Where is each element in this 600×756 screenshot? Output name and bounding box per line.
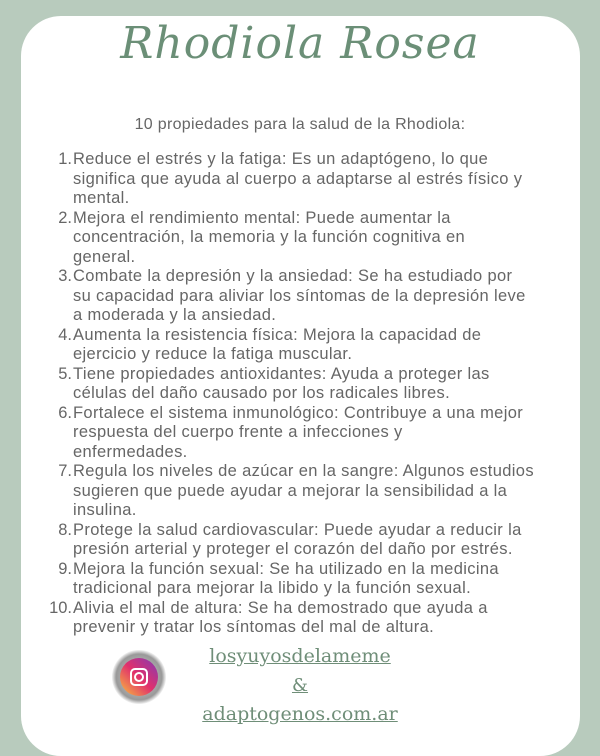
- item-text-line: células del daño causado por los radicales libres.: [73, 384, 451, 402]
- list-item: [0, 365, 600, 404]
- item-number: 6.: [58, 403, 72, 422]
- list-item: [0, 267, 600, 326]
- item-text-line: su capacidad para aliviar los síntomas de la depresión leve: [73, 286, 526, 305]
- item-text-line: Protege la salud cardiovascular: Puede ayudar a reducir la: [73, 520, 522, 539]
- footer-links: [170, 642, 430, 729]
- website-link[interactable]: adaptogenos.com.ar: [202, 703, 398, 725]
- subtitle: 10 propiedades para la salud de la Rhodiola:: [134, 116, 466, 133]
- item-text-line: respuesta del cuerpo frente a infecciones y: [73, 423, 403, 441]
- list-item: [0, 521, 600, 560]
- properties-list: [0, 150, 600, 638]
- item-text-line: Combate la depresión y la ansiedad: Se ha estudiado por: [73, 267, 513, 285]
- item-text-line: ejercicio y reduce la fatiga muscular.: [73, 345, 353, 363]
- item-number: 4.: [58, 325, 72, 344]
- instagram-icon[interactable]: [112, 650, 166, 704]
- item-number: 8.: [58, 520, 72, 539]
- item-text-line: Reduce el estrés y la fatiga: Es un adaptógeno, lo que: [73, 150, 489, 168]
- item-text-line: Regula los niveles de azúcar en la sangre: Algunos estudios: [73, 462, 534, 480]
- list-item: [0, 599, 600, 638]
- item-text-line: tradicional para mejorar la libido y la función sexual.: [73, 579, 472, 597]
- item-text-line: Alivia el mal de altura: Se ha demostrado que ayuda a: [73, 598, 488, 617]
- item-number: 2.: [58, 208, 72, 227]
- item-text-line: enfermedades.: [73, 442, 188, 461]
- item-text-line: mental.: [73, 189, 130, 207]
- ampersand: &: [291, 675, 309, 696]
- item-text-line: a moderada y la ansiedad.: [73, 306, 277, 324]
- item-number: 3.: [58, 267, 72, 285]
- list-item: [0, 462, 600, 521]
- item-number: 10.: [49, 598, 72, 617]
- item-text-line: sugieren que puede ayudar a mejorar la sensibilidad a la: [73, 481, 508, 500]
- item-number: 7.: [58, 462, 72, 480]
- item-text-line: Mejora el rendimiento mental: Puede aumentar la: [73, 208, 451, 227]
- item-text-line: Tiene propiedades antioxidantes: Ayuda a proteger las: [73, 364, 490, 383]
- list-item: [0, 150, 600, 209]
- item-text-line: general.: [73, 247, 136, 266]
- item-text-line: prevenir y tratar los síntomas del mal de altura.: [73, 618, 435, 636]
- item-text-line: presión arterial y proteger el corazón del daño por estrés.: [73, 540, 513, 558]
- item-text-line: Mejora la función sexual: Se ha utilizado en la medicina: [73, 559, 499, 578]
- item-number: 9.: [58, 559, 72, 578]
- instagram-handle-link[interactable]: losyuyosdelameme: [209, 645, 391, 667]
- list-item: [0, 560, 600, 599]
- list-item: [0, 404, 600, 463]
- item-text-line: Aumenta la resistencia física: Mejora la capacidad de: [73, 325, 482, 344]
- item-text-line: Fortalece el sistema inmunológico: Contribuye a una mejor: [73, 403, 524, 422]
- item-text-line: concentración, la memoria y la función cognitiva en: [73, 228, 466, 246]
- list-item: [0, 326, 600, 365]
- item-text-line: insulina.: [73, 501, 137, 519]
- item-text-line: significa que ayuda al cuerpo a adaptarse al estrés físico y: [73, 169, 523, 188]
- item-number: 1.: [58, 150, 72, 168]
- page-title: Rhodiola Rosea: [120, 18, 480, 69]
- list-item: [0, 209, 600, 268]
- item-number: 5.: [58, 364, 72, 383]
